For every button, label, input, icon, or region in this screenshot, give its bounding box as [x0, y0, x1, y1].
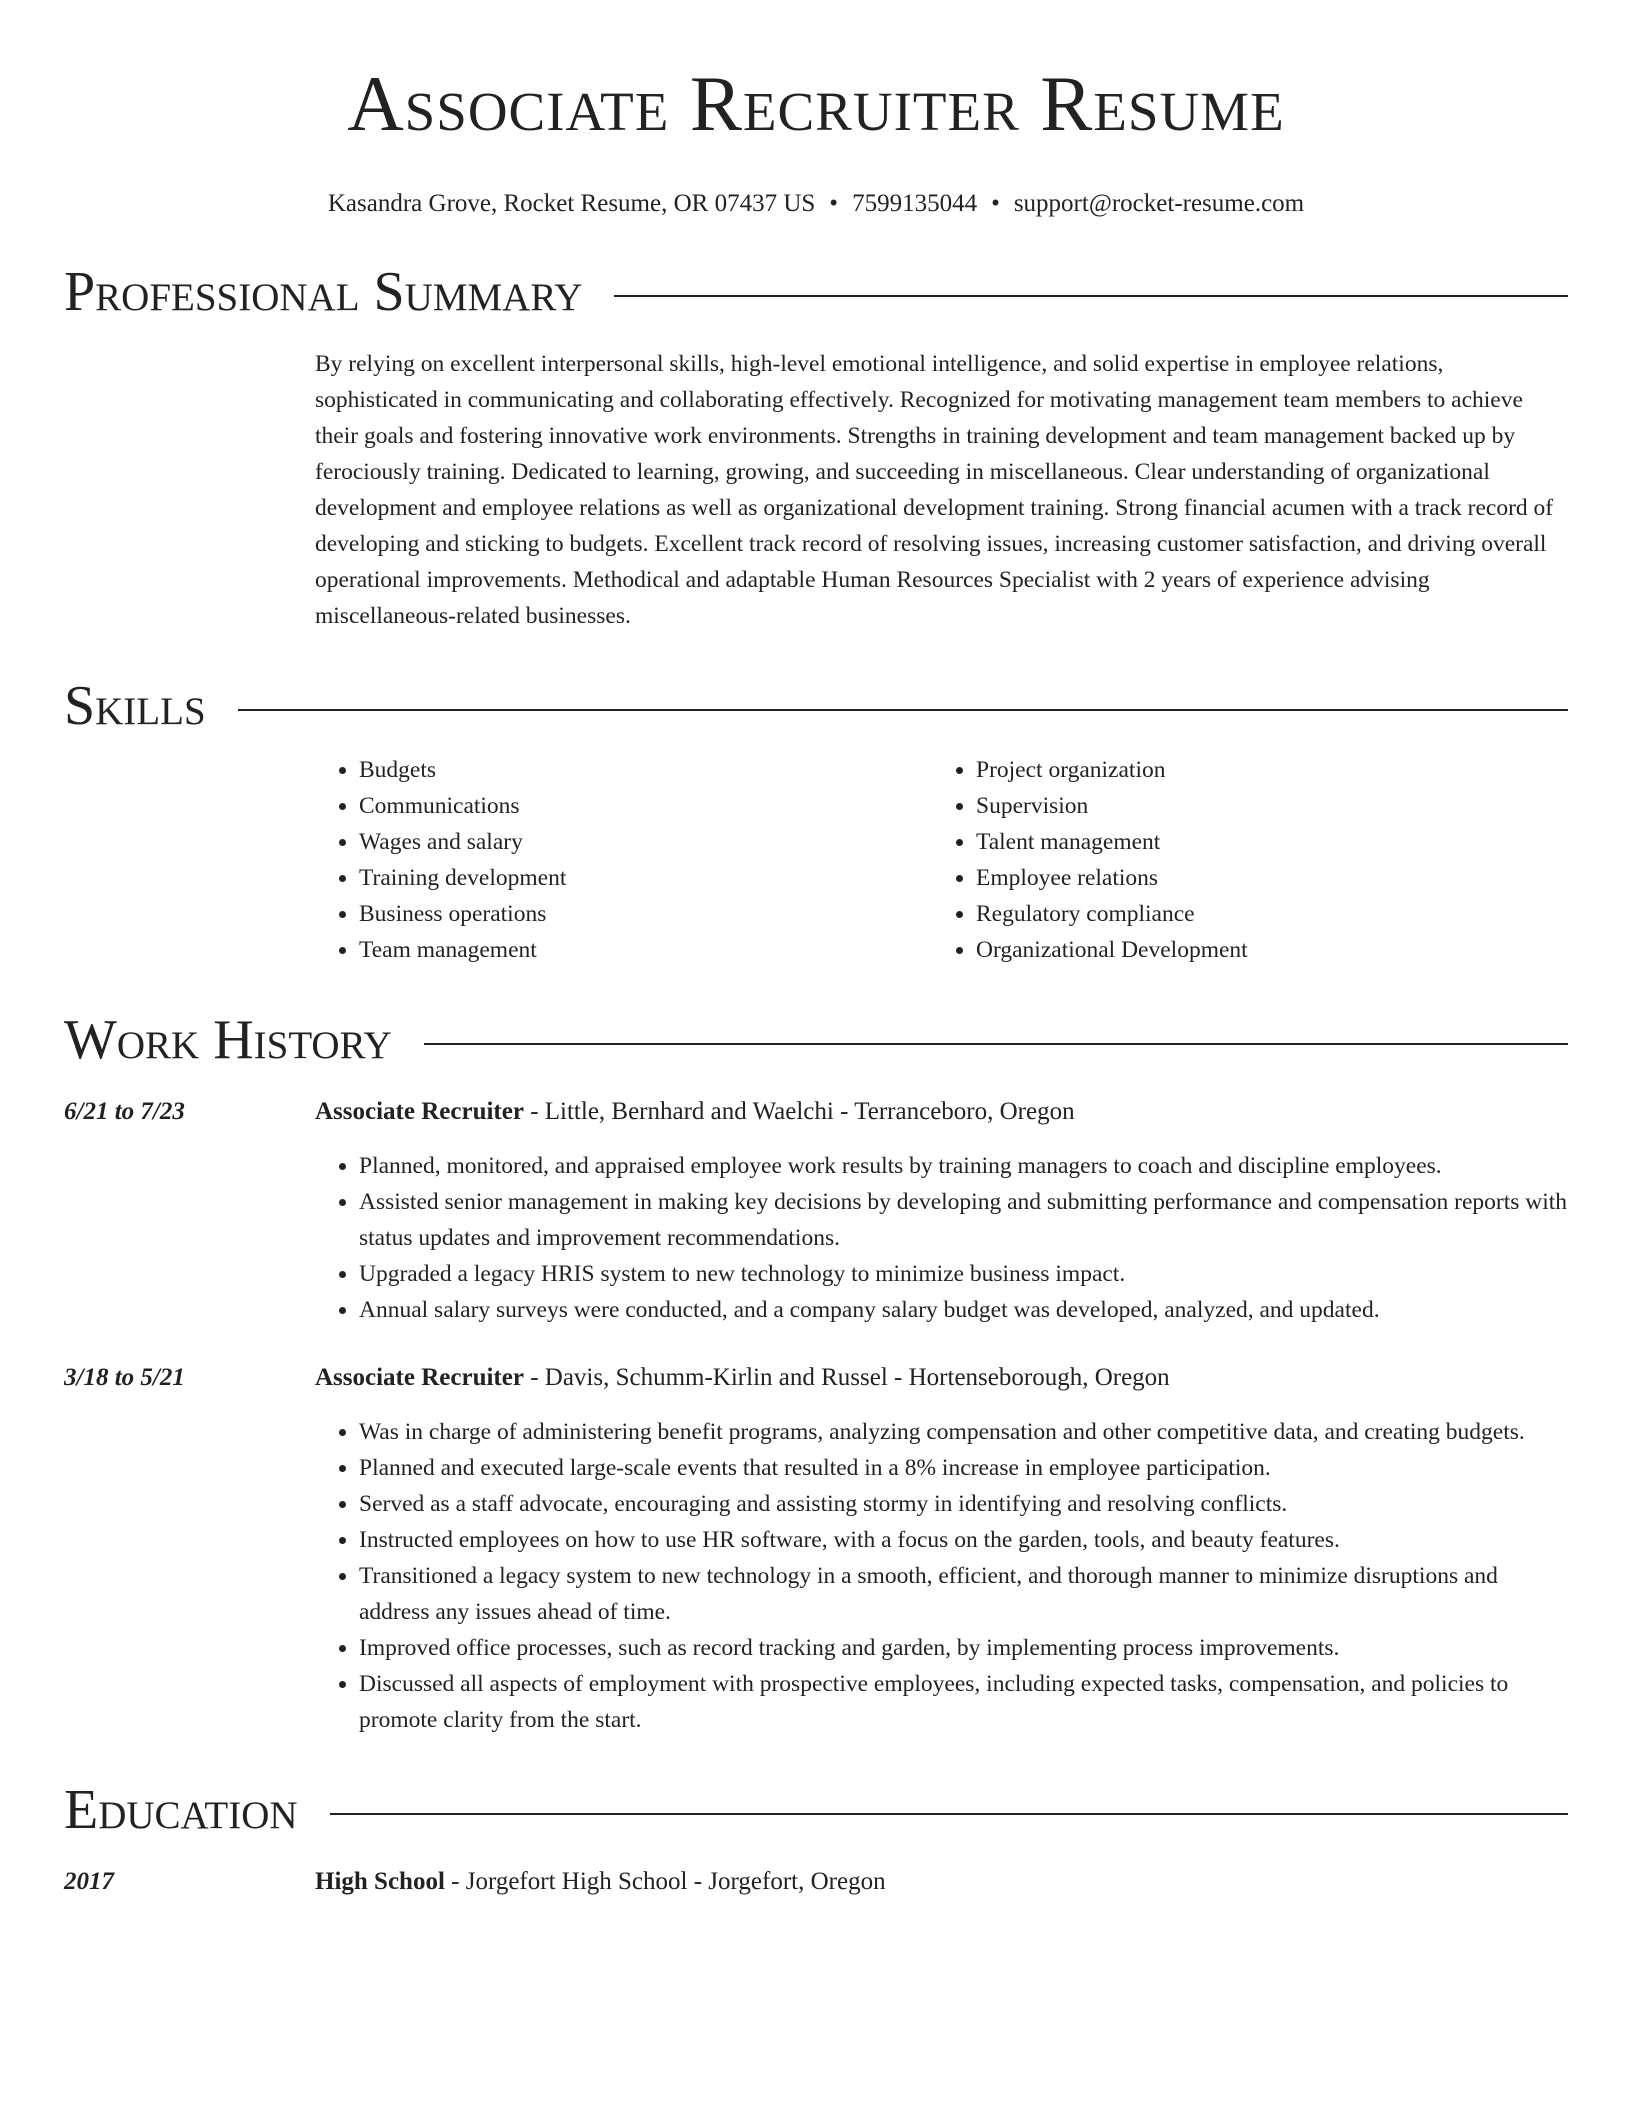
- skills-list-left: [315, 752, 932, 968]
- section-divider: [424, 1043, 1568, 1045]
- skills-column-left: [315, 752, 932, 968]
- summary-section-header: [64, 260, 1568, 324]
- job-bullet: • Planned and executed large-scale events that resulted in a 8% increase in employee participation.: [359, 1450, 1568, 1486]
- work-section-header: [64, 1008, 1568, 1072]
- skill-item: • Supervision: [976, 788, 1549, 824]
- job-bullets: [315, 1148, 1568, 1328]
- education-degree: High School: [315, 1868, 445, 1895]
- job-bullet: • Discussed all aspects of employment with prospective employees, including expected tasks, compensation, and policies to promote clarity from the start.: [359, 1666, 1568, 1738]
- job-entry: [64, 1360, 1568, 1738]
- job-bullets: [315, 1414, 1568, 1738]
- skill-item: • Team management: [359, 932, 932, 968]
- education-school-location: - Jorgefort High School - Jorgefort, Oregon: [444, 1868, 886, 1895]
- skills-list-right: [932, 752, 1549, 968]
- job-date: 3/18 to 5/21: [64, 1364, 185, 1391]
- skill-item: • Organizational Development: [976, 932, 1549, 968]
- skill-item: • Regulatory compliance: [976, 896, 1549, 932]
- skill-item: • Talent management: [976, 824, 1549, 860]
- job-company-location: - Little, Bernhard and Waelchi - Terranceboro, Oregon: [523, 1098, 1075, 1125]
- section-divider: [238, 709, 1568, 711]
- contact-separator: •: [991, 190, 1000, 217]
- skills-grid: [315, 752, 1568, 968]
- job-details: [315, 1360, 1568, 1738]
- section-divider: [330, 1813, 1568, 1815]
- education-header: [315, 1864, 1568, 1900]
- contact-email: support@rocket-resume.com: [1013, 190, 1305, 217]
- resume-title: Associate Recruiter Resume: [347, 60, 1285, 147]
- job-details: [315, 1094, 1568, 1328]
- education-details: [315, 1864, 1568, 1900]
- job-bullet: • Transitioned a legacy system to new technology in a smooth, efficient, and thorough manner to minimize disruptions and address any issues ahead of time.: [359, 1558, 1568, 1630]
- job-entry: [64, 1094, 1568, 1328]
- education-heading: Education: [64, 1779, 298, 1841]
- contact-phone: 7599135044: [852, 190, 978, 217]
- work-heading: Work History: [64, 1009, 392, 1071]
- skills-heading: Skills: [64, 675, 206, 737]
- skill-item: • Wages and salary: [359, 824, 932, 860]
- skill-item: • Project organization: [976, 752, 1549, 788]
- education-section-header: [64, 1778, 1568, 1842]
- job-bullet: • Planned, monitored, and appraised employee work results by training managers to coach and discipline employees.: [359, 1148, 1568, 1184]
- job-bullet: • Upgraded a legacy HRIS system to new technology to minimize business impact.: [359, 1256, 1568, 1292]
- education-entry: [64, 1864, 1568, 1900]
- skill-item: • Employee relations: [976, 860, 1549, 896]
- job-bullet: • Instructed employees on how to use HR software, with a focus on the garden, tools, and beauty features.: [359, 1522, 1568, 1558]
- job-company-location: - Davis, Schumm-Kirlin and Russel - Hortenseborough, Oregon: [523, 1364, 1170, 1391]
- contact-address: Kasandra Grove, Rocket Resume, OR 07437 US: [327, 190, 816, 217]
- summary-heading: Professional Summary: [64, 261, 583, 323]
- skill-item: • Training development: [359, 860, 932, 896]
- skill-item: • Budgets: [359, 752, 932, 788]
- contact-separator: •: [829, 190, 839, 217]
- contact-line: [64, 188, 1568, 220]
- job-bullet: • Improved office processes, such as record tracking and garden, by implementing process improvements.: [359, 1630, 1568, 1666]
- education-date: 2017: [64, 1868, 114, 1895]
- job-header: [315, 1094, 1568, 1130]
- section-divider: [614, 295, 1568, 297]
- job-role: Associate Recruiter: [315, 1364, 524, 1391]
- job-bullet: • Was in charge of administering benefit programs, analyzing compensation and other competitive data, and creating budgets.: [359, 1414, 1568, 1450]
- job-bullet: • Served as a staff advocate, encouraging and assisting stormy in identifying and resolving conflicts.: [359, 1486, 1568, 1522]
- job-bullet: • Annual salary surveys were conducted, and a company salary budget was developed, analyzed, and updated.: [359, 1292, 1568, 1328]
- job-header: [315, 1360, 1568, 1396]
- skill-item: • Business operations: [359, 896, 932, 932]
- summary-text: By relying on excellent interpersonal skills, high-level emotional intelligence, and solid expertise in employee relations, sophisticated in communicating and collaborating effectively. Recognized for motivating management team members to achieve their goals and fostering innovative work environments. Strengths in training development and team management backed up by ferociously training. Dedicated to learning, growing, and succeeding in miscellaneous. Clear understanding of organizational development and employee relations as well as organizational development training. Strong financial acumen with a track record of developing and sticking to budgets. Excellent track record of resolving issues, increasing customer satisfaction, and driving overall operational improvements. Methodical and adaptable Human Resources Specialist with 2 years of experience advising miscellaneous-related businesses.: [315, 351, 1554, 629]
- job-date: 6/21 to 7/23: [64, 1098, 185, 1125]
- skills-section-header: [64, 674, 1568, 738]
- job-bullet: • Assisted senior management in making key decisions by developing and submitting performance and compensation reports with status updates and improvement recommendations.: [359, 1184, 1568, 1256]
- skill-item: • Communications: [359, 788, 932, 824]
- job-role: Associate Recruiter: [315, 1098, 524, 1125]
- skills-column-right: [932, 752, 1549, 968]
